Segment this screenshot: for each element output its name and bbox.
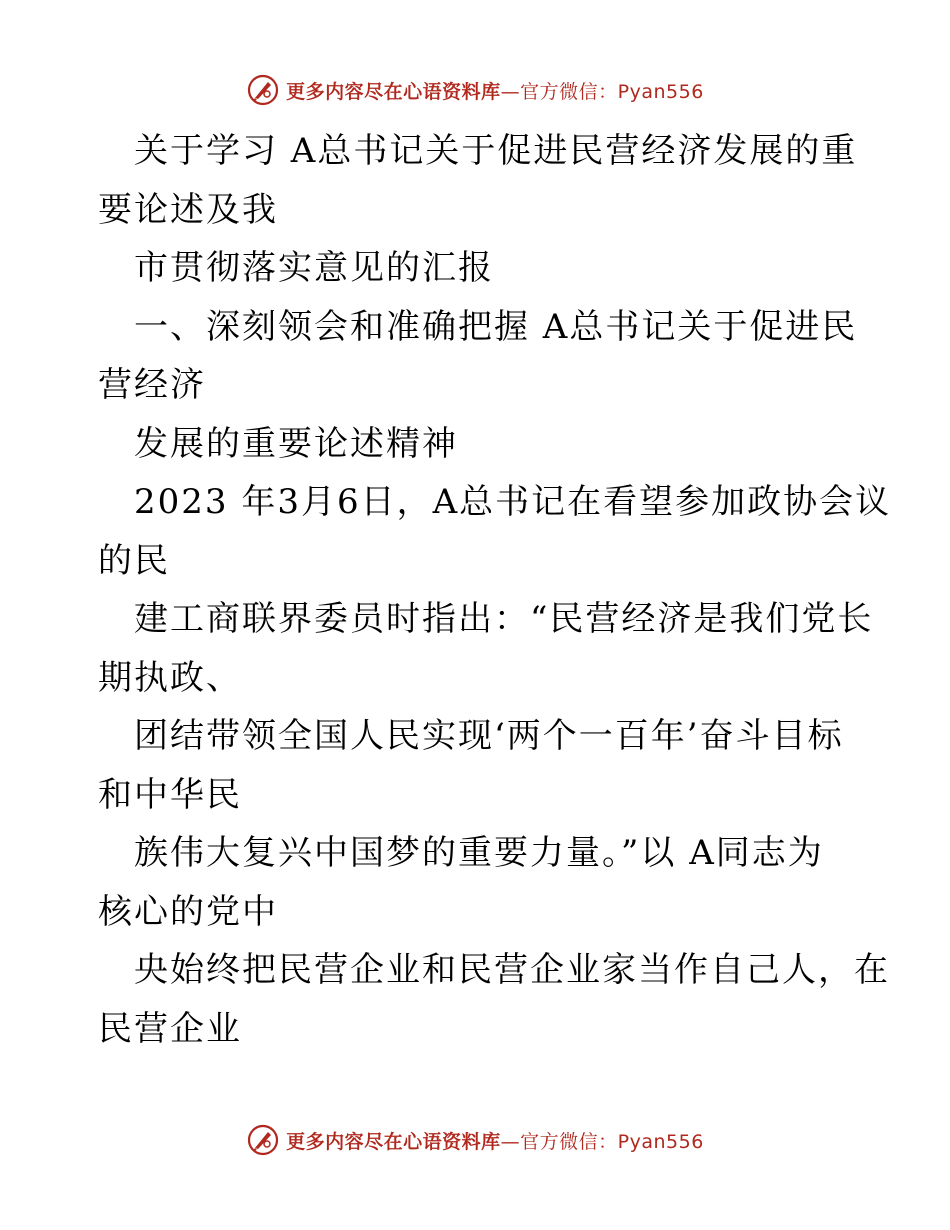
quill-logo-icon xyxy=(246,73,280,107)
text-line: 关于学习 A总书记关于促进民营经济发展的重 xyxy=(134,131,858,171)
quill-logo-icon xyxy=(246,1123,280,1157)
text-line: 发展的重要论述精神 xyxy=(134,423,458,464)
text-line: 期执政、 xyxy=(98,657,242,698)
text-line: 族伟大复兴中国梦的重要力量。”以 A同志为 xyxy=(134,833,824,873)
text-line: 和中华民 xyxy=(98,774,242,815)
banner-dash: — xyxy=(500,80,521,103)
footer-banner xyxy=(0,1120,950,1160)
text-line: 央始终把民营企业和民营企业家当作自己人，在 xyxy=(134,950,890,990)
text-line: 建工商联界委员时指出：“民营经济是我们党长 xyxy=(134,599,874,639)
document-body xyxy=(98,122,892,1058)
text-line: 2023 年3月6日，A总书记在看望参加政协会议 xyxy=(134,482,892,522)
text-line: 核心的党中 xyxy=(98,891,278,932)
banner-text xyxy=(286,1127,704,1154)
text-line: 营经济 xyxy=(98,365,206,405)
header-banner xyxy=(0,70,950,110)
banner-wechat: 官方微信：Pyan556 xyxy=(520,1130,704,1153)
text-line: 市贯彻落实意见的汇报 xyxy=(134,248,494,288)
banner-title: 更多内容尽在心语资料库 xyxy=(286,1130,501,1153)
banner-wechat: 官方微信：Pyan556 xyxy=(520,80,704,103)
banner-dash: — xyxy=(500,1130,521,1153)
text-line: 团结带领全国人民实现‘两个一百年’奋斗目标 xyxy=(134,716,844,756)
text-line: 一、深刻领会和准确把握 A总书记关于促进民 xyxy=(134,306,858,347)
banner-text xyxy=(286,77,704,104)
text-line: 的民 xyxy=(98,540,170,581)
text-line: 要论述及我 xyxy=(98,189,278,230)
banner-title: 更多内容尽在心语资料库 xyxy=(286,80,501,103)
text-line: 民营企业 xyxy=(98,1008,242,1049)
